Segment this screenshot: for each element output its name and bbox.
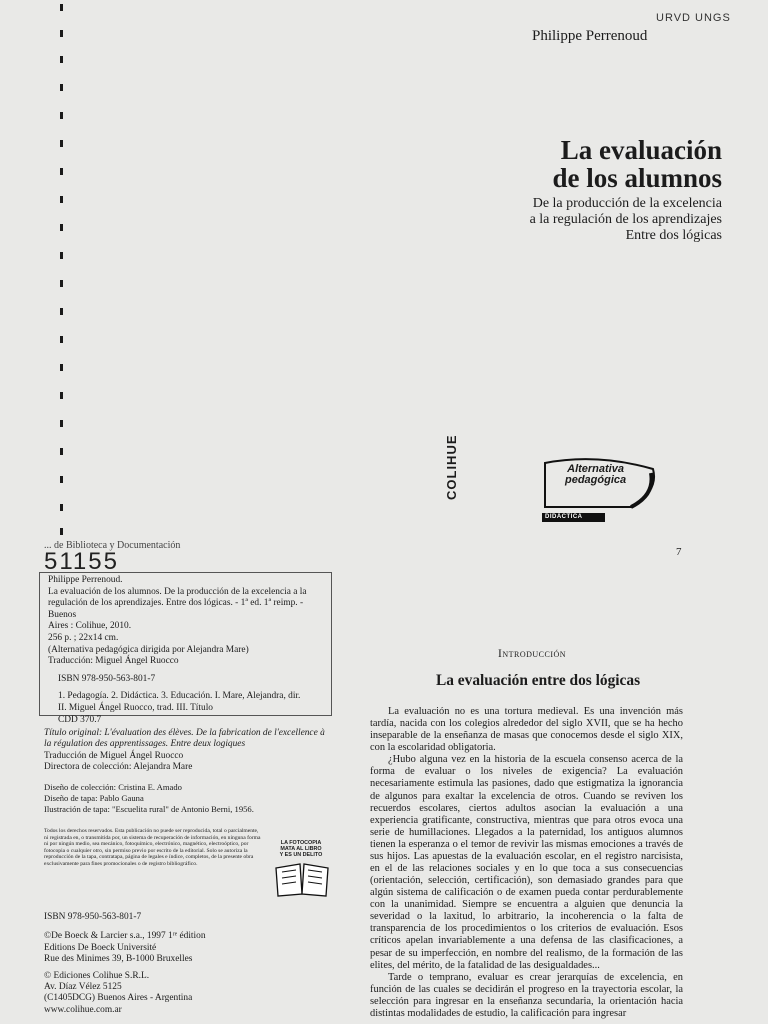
pub-web: www.colihue.com.ar <box>44 1004 122 1015</box>
page-number: 7 <box>676 546 682 558</box>
intro-paragraph: ¿Hubo alguna vez en la historia de la escuela consenso acerca de la forma de evaluar o los niveles de exigencia? La evaluación necesariamente estimula las pasiones, dado que estigmatiza la ignorancia de algunos para exaltar la excelencia de otros. Cuando se reviven los recuerdos escolares, ciertos adultos asocian la evaluación a una experiencia gratificante, constructiva, mientras que para otros evoca una serie de humillaciones. Llegados a la paternidad, los antiguos alumnos tienen la esperanza o el temor de revivir las mismas emociones a través de sus hijos. Las apuestas de la evaluación escolar, en el registro narcisista, en el de las relaciones sociales y en lo que toca a sus consecuencias (orientación, selección, certificación), son demasiado grandes para que algún sistema de calificación o de examen pueda contar perdurablemente con la unanimidad. Siempre se encuentra a alguien que denuncia la severidad o la laxitud, lo arbitrario, la incoherencia o la falta de transparencia de los procedimientos o los criterios de evaluación. Esos críticos apelan invariablemente a una defensa de las clasificaciones, a pesar de su imperfección, en nombre del realismo, de la formación de las elites, del mérito, de la fatalidad de las desigualdades... <box>370 754 683 971</box>
warning-line-1: LA FOTOCOPIA <box>280 840 322 846</box>
intro-label: Introducción <box>498 648 567 660</box>
section-title: La evaluación entre dos lógicas <box>436 672 641 689</box>
collection-design-credit: Diseño de colección: Cristina E. Amado <box>44 781 182 792</box>
intro-paragraph: Tarde o temprano, evaluar es crear jerarquías de excelencia, en función de las cuales se decidirán el progreso en la trayectoria escolar, la selección para ingresar en la enseñanza secundaria, la orientación hacia distintas modalidades de estudio, la calificación para ingresar <box>370 971 683 1019</box>
subtitle-line-3: Entre dos lógicas <box>625 228 722 243</box>
pub-isbn: ISBN 978-950-563-801-7 <box>44 912 142 922</box>
warning-line-3: Y ES UN DELITO <box>279 852 323 858</box>
publisher-name: COLIHUE <box>444 434 459 500</box>
punched-margin <box>60 0 66 540</box>
intro-body <box>370 706 683 1020</box>
catalog-line: Traducción: Miguel Ángel Ruocco <box>48 656 179 667</box>
catalog-line: Aires : Colihue, 2010. <box>48 621 132 632</box>
catalog-card <box>39 572 332 725</box>
catalog-line: Philippe Perrenoud. <box>48 575 123 585</box>
catalog-line: regulación de los aprendizajes. Entre dos lógicas. - 1ª ed. 1ª reimp. - Buenos <box>48 598 304 620</box>
warning-line-2: MATA AL LIBRO <box>280 846 322 852</box>
photocopy-warning <box>270 840 332 858</box>
intro-paragraph: La evaluación no es una tortura medieval. Es una invención más tardía, nacida con los colegios alrededor del siglo XVII, que se ha hecho inseparable de la enseñanza de masas que conocemos desde el siglo XIX, con la escolaridad obligatoria. <box>370 706 683 754</box>
pub-copyright-1: ©De Boeck & Larcier s.a., 1997 1ʳᵉ édition <box>44 931 206 942</box>
library-stamp-top: URVD UNGS <box>656 12 731 24</box>
catalog-cdd: CDD 370.7 <box>58 714 102 725</box>
director-credit: Directora de colección: Alejandra Mare <box>44 762 193 773</box>
catalog-subjects-2: II. Miguel Ángel Ruocco, trad. III. Título <box>58 702 213 713</box>
open-book-icon <box>272 862 332 898</box>
catalog-line: (Alternativa pedagógica dirigida por Alejandra Mare) <box>48 644 249 655</box>
cover-subtitle <box>440 196 722 244</box>
title-line-1: La evaluación <box>560 135 722 165</box>
cover-author: Philippe Perrenoud <box>532 28 648 44</box>
subtitle-line-2: a la regulación de los aprendizajes <box>529 212 722 227</box>
pub-address-1: Rue des Minimes 39, B-1000 Bruxelles <box>44 954 193 965</box>
title-line-2: de los alumnos <box>552 163 722 193</box>
catalog-isbn: ISBN 978-950-563-801-7 <box>58 673 156 684</box>
cover-title <box>436 136 722 192</box>
publication-info <box>44 912 334 1016</box>
pub-copyright-2: © Ediciones Colihue S.R.L. <box>44 970 150 981</box>
cover-design-credit: Diseño de tapa: Pablo Gauna <box>44 793 144 804</box>
original-title: Título original: L'évaluation des élèves. De la fabrication de l'excellence à la régulation des apprentissages. Entre deux logiques <box>44 728 325 750</box>
pub-address-2: Av. Díaz Vélez 5125 <box>44 982 122 993</box>
catalog-line: La evaluación de los alumnos. De la producción de la excelencia a la <box>48 586 307 597</box>
inventory-number: 51155 <box>44 548 119 575</box>
rights-notice: Todos los derechos reservados. Esta publicación no puede ser reproducida, total o parcialmente, ni registrada en, o transmitida por, un sistema de recuperación de información, en ninguna forma ni por ningún medio, sea mecánico, fotoquímico, electrónico, magnético, electroóptico, por fotocopia o cualquier otro, sin permiso previo por escrito de la editorial. Solo se autoriza la reproducción de la tapa, contratapa, página de legales e índice, completos, de la presente obra exclusivamente para fines promocionales o de registro bibliográfico. <box>44 828 261 867</box>
collection-line-1: Alternativa <box>567 463 624 475</box>
subtitle-line-1: De la producción de la excelencia <box>532 196 722 211</box>
catalog-subjects-1: 1. Pedagogía. 2. Didáctica. 3. Educación. I. Mare, Alejandra, dir. <box>58 691 301 702</box>
publisher-logo <box>444 434 510 515</box>
pub-address-3: (C1405DCG) Buenos Aires - Argentina <box>44 993 193 1004</box>
translation-credit: Traducción de Miguel Ángel Ruocco <box>44 750 184 761</box>
collection-name <box>565 464 626 486</box>
pub-editions-1: Editions De Boeck Université <box>44 942 157 953</box>
credits-block <box>44 728 334 816</box>
library-stamp: ... de Biblioteca y Documentación <box>44 540 181 551</box>
collection-line-2: pedagógica <box>565 474 627 486</box>
catalog-line: 256 p. ; 22x14 cm. <box>48 632 119 643</box>
collection-badge: DIDÁCTICA <box>542 513 605 522</box>
cover-illustration-credit: Ilustración de tapa: "Escuelita rural" de Antonio Berni, 1956. <box>44 804 254 815</box>
